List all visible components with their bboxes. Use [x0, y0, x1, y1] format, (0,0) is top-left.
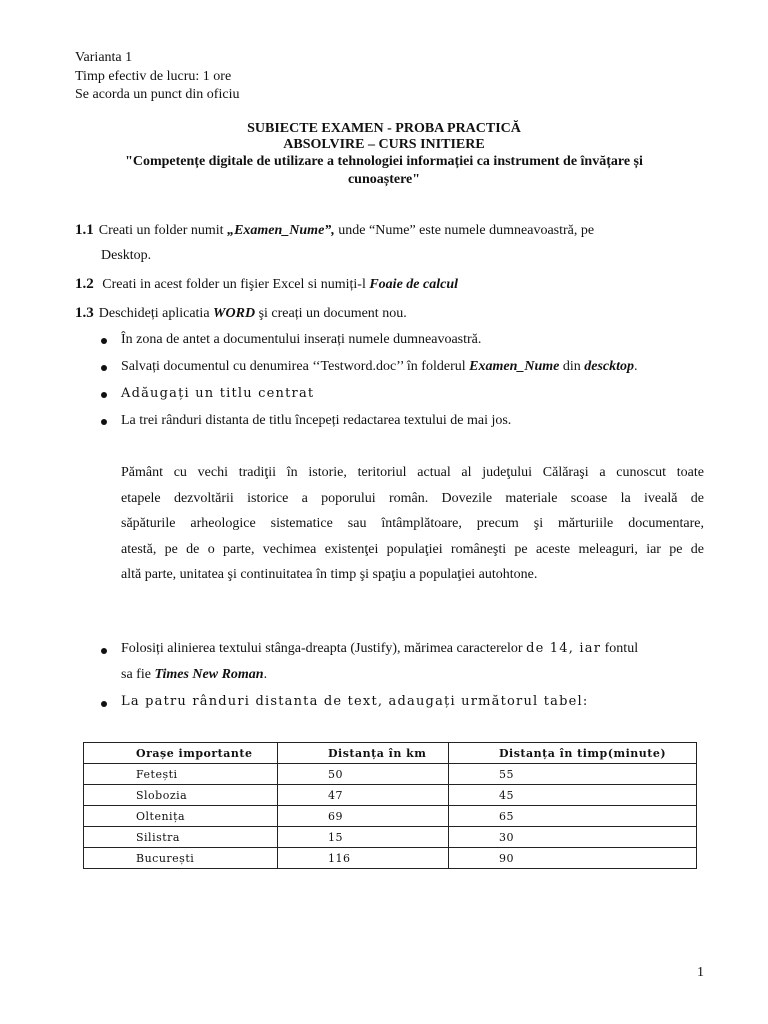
- folder-name: Examen_Nume: [469, 359, 560, 374]
- paragraph-line: Pământ cu vechi tradiţii în istorie, teritoriul actual al judeţului Călăraşi a cunoscut toate: [121, 465, 704, 480]
- sample-paragraph: [121, 460, 704, 588]
- cell-city: București: [84, 848, 278, 869]
- bullet-icon: [101, 696, 109, 704]
- paragraph-line: altă parte, unitatea şi continuitatea în timp şi spaţiu a populaţiei autohtone.: [121, 567, 538, 582]
- format-cont-end: .: [263, 667, 268, 682]
- paragraph-line: atestă, pe de o parte, vechimea existenţei populaţiei româneşti pe aceste meleaguri, iar pe de: [121, 541, 704, 557]
- task-text: Creati un folder numit: [98, 223, 228, 238]
- bonus-point-line: Se acorda un punct din oficiu: [75, 87, 240, 102]
- cell-km: 47: [278, 785, 449, 806]
- cell-city: Oltenița: [84, 806, 278, 827]
- task-number: 1.3: [75, 305, 94, 321]
- cell-km: 69: [278, 806, 449, 827]
- bullet-icon: [101, 414, 109, 422]
- cell-city: Slobozia: [84, 785, 278, 806]
- bullet-formatting-cont: [121, 666, 267, 684]
- save-text-mid: din: [559, 359, 585, 374]
- task-1-1-cont: Desktop.: [101, 248, 152, 263]
- bullet-icon: [101, 360, 109, 368]
- table-row: [84, 827, 697, 848]
- task-number: 1.1: [75, 222, 94, 238]
- format-text: Folosiți alinierea textului stânga-dreapta (Justify), mărimea caracterelor: [121, 641, 527, 656]
- cities-table: [83, 742, 697, 869]
- cell-city: Silistra: [84, 827, 278, 848]
- page-number: 1: [697, 965, 704, 980]
- font-name: Times New Roman: [154, 667, 264, 682]
- task-1-2: [75, 275, 458, 294]
- app-name: WORD: [213, 306, 256, 321]
- variant-line: Varianta 1: [75, 50, 133, 65]
- cell-minutes: 55: [449, 764, 697, 785]
- format-cont-text: sa fie: [121, 667, 155, 682]
- header-distance-km: Distanța în km: [278, 743, 449, 764]
- table-row: [84, 764, 697, 785]
- competence-title-cont: cunoaștere": [347, 172, 421, 187]
- format-text-end: fontul: [601, 641, 639, 656]
- exam-title: SUBIECTE EXAMEN - PROBA PRACTICĂ: [247, 121, 521, 136]
- cell-minutes: 65: [449, 806, 697, 827]
- task-text: Deschideți aplicatia: [98, 306, 214, 321]
- folder-name: „Examen_Nume”,: [227, 223, 335, 238]
- task-number: 1.2: [75, 276, 94, 292]
- file-name: Foaie de calcul: [369, 277, 458, 292]
- header-cities: Orașe importante: [84, 743, 278, 764]
- bullet-icon: [101, 643, 109, 651]
- save-text-end: .: [634, 359, 638, 374]
- table-row: [84, 785, 697, 806]
- task-text: Creati in acest folder un fişier Excel si numiți-l: [98, 277, 370, 292]
- cell-minutes: 30: [449, 827, 697, 848]
- save-text: Salvați documentul cu denumirea ‘‘Testword.doc’’ în folderul: [121, 359, 470, 374]
- bullet-formatting: [121, 640, 638, 658]
- task-text-end: unde “Nume” este numele dumneavoastră, pe: [334, 223, 595, 238]
- cell-km: 116: [278, 848, 449, 869]
- cell-minutes: 45: [449, 785, 697, 806]
- task-1-1: [75, 221, 594, 240]
- location-name: descktop: [584, 359, 635, 374]
- bullet-icon: [101, 333, 109, 341]
- bullet-icon: [101, 387, 109, 395]
- time-line: Timp efectiv de lucru: 1 ore: [75, 69, 232, 84]
- table-row: [84, 848, 697, 869]
- cell-city: Fetești: [84, 764, 278, 785]
- bullet-save: [121, 358, 638, 376]
- course-title: ABSOLVIRE – CURS INITIERE: [283, 137, 485, 152]
- header-distance-time: Distanța în timp(minute): [449, 743, 697, 764]
- competence-title: "Competențe digitale de utilizare a tehnologiei informației ca instrument de învățare și: [125, 154, 643, 169]
- cell-km: 15: [278, 827, 449, 848]
- task-1-3: [75, 304, 407, 323]
- cell-km: 50: [278, 764, 449, 785]
- cell-minutes: 90: [449, 848, 697, 869]
- task-text-end: şi creați un document nou.: [255, 306, 407, 321]
- bullet-header: În zona de antet a documentului inserați numele dumneavoastră.: [121, 332, 482, 347]
- paragraph-line: etapele dezvoltării istorice a poporului român. Dovezile materiale scoase la iveală de: [121, 490, 704, 506]
- table-header-row: [84, 743, 697, 764]
- bullet-title: Adăugați un titlu centrat: [121, 386, 315, 401]
- bullet-start-writing: La trei rânduri distanta de titlu începeți redactarea textului de mai jos.: [121, 413, 512, 428]
- paragraph-line: săpăturile arheologice sistematice sau întâmplătoare, precum şi mărturiile documentare,: [121, 516, 704, 531]
- format-text-spaced: de 14, iar: [526, 641, 602, 656]
- bullet-table: La patru rânduri distanta de text, adaugați următorul tabel:: [121, 694, 589, 709]
- table-row: [84, 806, 697, 827]
